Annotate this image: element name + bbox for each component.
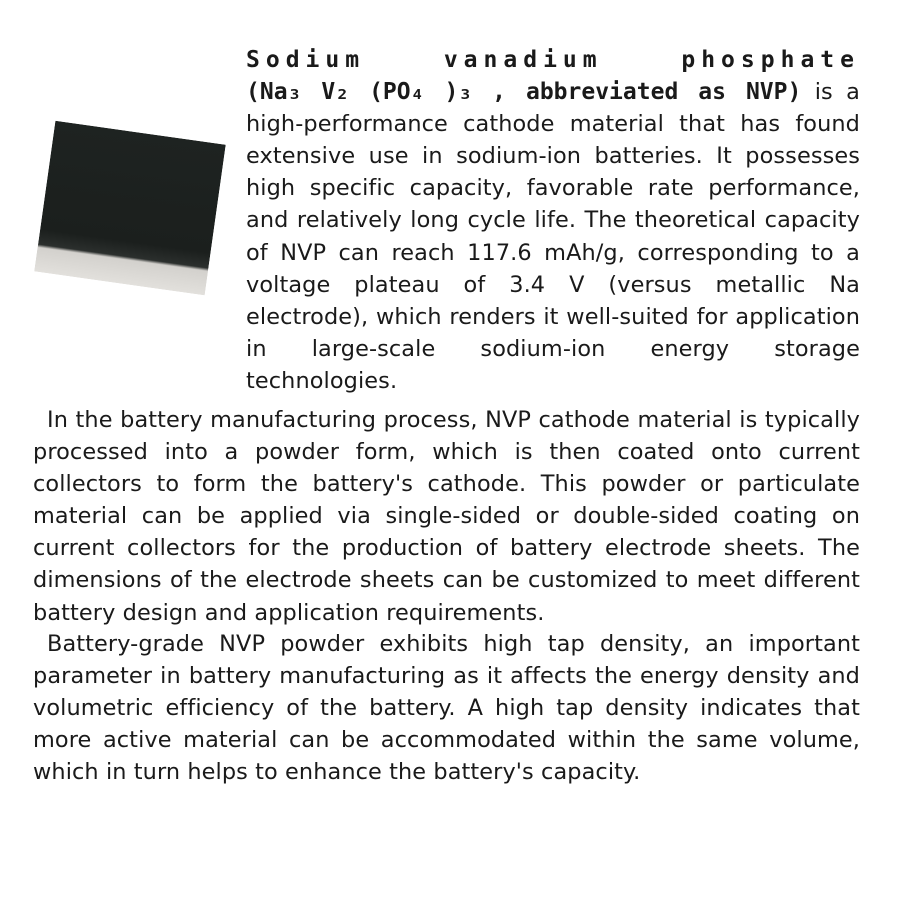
heading-line-2: (Na₃ V₂ (PO₄ )₃ , abbreviated as NVP) xyxy=(246,79,802,106)
manufacturing-text: In the battery manufacturing process, NVP cathode material is typically processed into a powder form, which is then coated onto current collectors to form the battery's cathode. This powder or particulate material can be applied via single-sided or double-sided coating on current collectors for the production of battery electrode sheets. The dimensions of the electrode sheets can be customized to meet different battery design and application requirements. xyxy=(33,407,860,626)
manufacturing-paragraph xyxy=(33,404,860,629)
tap-density-paragraph xyxy=(33,628,860,788)
electrode-sheet-photo xyxy=(34,121,225,295)
tap-density-text: Battery-grade NVP powder exhibits high tap density, an important parameter in battery manufacturing as it affects the energy density and volumetric efficiency of the battery. A high tap density indicates that more active material can be accommodated within the same volume, which in turn helps to enhance the battery's capacity. xyxy=(33,631,860,786)
intro-body-text: is a high-performance cathode material that has found extensive use in sodium-ion batteries. It possesses high specific capacity, favorable rate performance, and relatively long cycle life. The theoretical capacity of NVP can reach 117.6 mAh/g, corresponding to a voltage plateau of 3.4 V (versus metallic Na electrode), which renders it well-suited for application in large-scale sodium-ion energy storage technologies. xyxy=(246,79,860,394)
heading-line-1: Sodium vanadium phosphate xyxy=(246,47,860,73)
intro-paragraph xyxy=(246,44,860,397)
